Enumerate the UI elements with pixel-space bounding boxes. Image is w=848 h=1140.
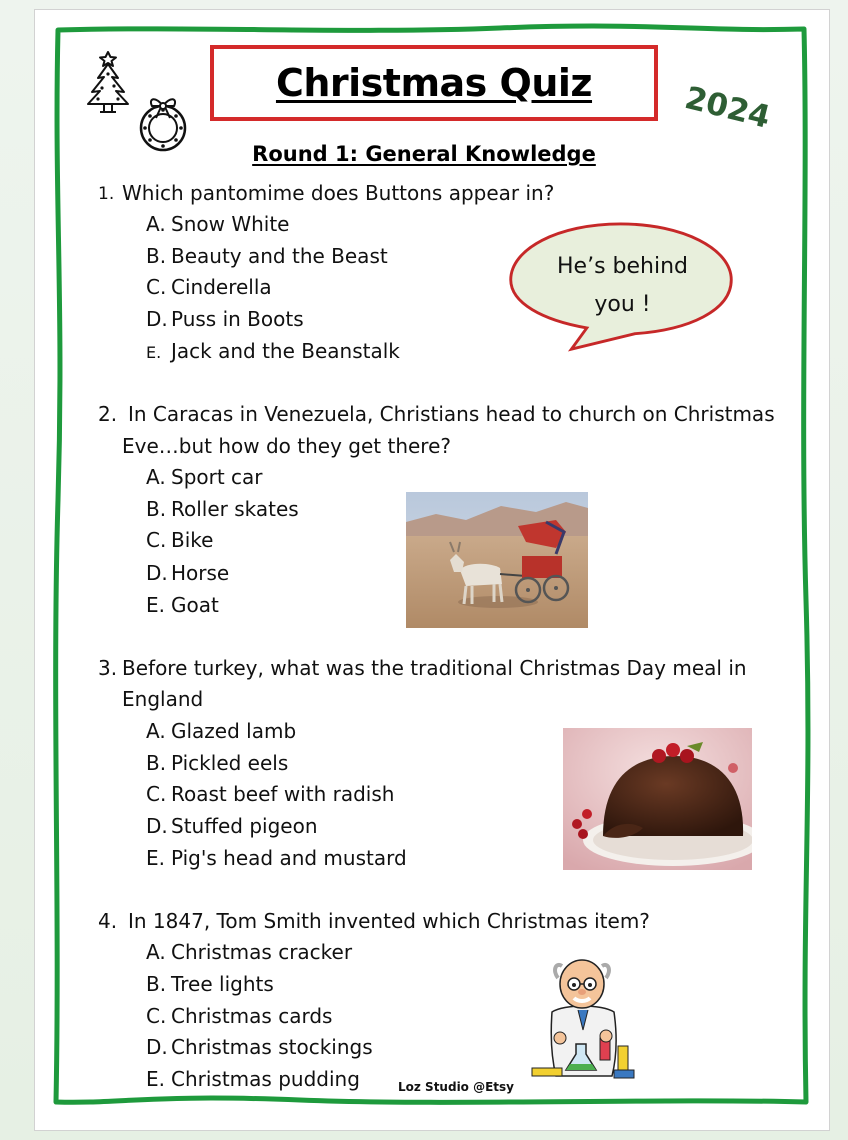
- question-2-text-line2: Eve…but how do they get there?: [122, 434, 452, 458]
- question-3-text-line1: Before turkey, what was the traditional Christmas Day meal in: [122, 656, 747, 680]
- option-text: Tree lights: [171, 972, 274, 996]
- question-1-number: 1.: [98, 184, 115, 204]
- option-text: Pickled eels: [171, 751, 289, 775]
- speech-bubble-line2: you !: [594, 292, 651, 317]
- question-4-option-e: [146, 1063, 360, 1095]
- round-heading: Round 1: General Knowledge: [252, 142, 596, 166]
- question-4-option-b: [146, 968, 274, 1000]
- option-text: Christmas cards: [171, 1004, 333, 1028]
- option-letter: E.: [146, 846, 165, 870]
- scientist-clipart: [530, 950, 636, 1082]
- option-text: Goat: [171, 593, 219, 617]
- question-4-option-a: [146, 936, 352, 968]
- question-1-option-b: [146, 240, 388, 272]
- option-text: Horse: [171, 561, 230, 585]
- question-2-option-a: [146, 461, 263, 493]
- credit-label: Loz Studio @Etsy: [398, 1080, 514, 1094]
- option-text: Roller skates: [171, 497, 299, 521]
- option-letter: B.: [146, 244, 167, 268]
- option-text: Roast beef with radish: [171, 782, 395, 806]
- option-letter: D.: [146, 1035, 168, 1059]
- speech-bubble-line1: He’s behind: [557, 254, 688, 279]
- year-label: 2024: [681, 80, 774, 136]
- question-4-number: 4.: [98, 909, 118, 933]
- question-4-text: In 1847, Tom Smith invented which Christmas item?: [128, 909, 650, 933]
- question-1-option-d: [146, 303, 304, 335]
- option-text: Christmas cracker: [171, 940, 353, 964]
- question-4-option-c: [146, 1000, 332, 1032]
- option-letter: A.: [146, 465, 166, 489]
- option-letter: C.: [146, 275, 167, 299]
- question-1-option-a: [146, 208, 289, 240]
- question-1-text: Which pantomime does Buttons appear in?: [122, 181, 555, 205]
- question-2-option-d: [146, 557, 229, 589]
- question-4-option-d: [146, 1031, 373, 1063]
- quiz-title: Christmas Quiz: [275, 61, 593, 105]
- question-3-option-c: [146, 778, 394, 810]
- christmas-pudding-photo: [563, 728, 752, 870]
- option-letter: D.: [146, 307, 168, 331]
- option-letter: E.: [146, 1067, 165, 1091]
- option-letter: B.: [146, 972, 167, 996]
- option-letter: E.: [146, 343, 162, 362]
- option-text: Bike: [171, 528, 214, 552]
- speech-bubble-text: [520, 248, 725, 324]
- question-2-option-b: [146, 493, 299, 525]
- option-letter: C.: [146, 528, 167, 552]
- option-letter: B.: [146, 751, 167, 775]
- option-letter: A.: [146, 940, 166, 964]
- question-3-option-b: [146, 747, 288, 779]
- option-letter: D.: [146, 814, 168, 838]
- question-2-text-line1: In Caracas in Venezuela, Christians head to church on Christmas: [128, 402, 775, 426]
- question-3-number: 3.: [98, 656, 118, 680]
- option-text: Christmas pudding: [171, 1067, 360, 1091]
- goat-cart-photo: [406, 492, 588, 628]
- question-1-option-c: [146, 271, 272, 303]
- question-2-number: 2.: [98, 402, 118, 426]
- option-text: Pig's head and mustard: [171, 846, 407, 870]
- question-2-option-c: [146, 524, 213, 556]
- question-2-option-e: [146, 589, 219, 621]
- option-text: Christmas stockings: [171, 1035, 373, 1059]
- option-text: Cinderella: [171, 275, 272, 299]
- option-text: Snow White: [171, 212, 290, 236]
- option-letter: C.: [146, 782, 167, 806]
- option-text: Glazed lamb: [171, 719, 297, 743]
- option-text: Stuffed pigeon: [171, 814, 318, 838]
- christmas-tree-icon: [84, 48, 132, 114]
- option-letter: D.: [146, 561, 168, 585]
- option-text: Sport car: [171, 465, 263, 489]
- option-letter: E.: [146, 593, 165, 617]
- title-box: [210, 45, 658, 121]
- question-3-text-line2: England: [122, 687, 204, 711]
- option-letter: A.: [146, 212, 166, 236]
- option-letter: C.: [146, 1004, 167, 1028]
- option-text: Puss in Boots: [171, 307, 304, 331]
- option-text: Jack and the Beanstalk: [171, 339, 400, 363]
- question-3-option-a: [146, 715, 296, 747]
- question-1-option-e: [146, 335, 400, 369]
- option-letter: B.: [146, 497, 167, 521]
- option-letter: A.: [146, 719, 166, 743]
- option-text: Beauty and the Beast: [171, 244, 388, 268]
- question-3-option-d: [146, 810, 318, 842]
- question-3-option-e: [146, 842, 407, 874]
